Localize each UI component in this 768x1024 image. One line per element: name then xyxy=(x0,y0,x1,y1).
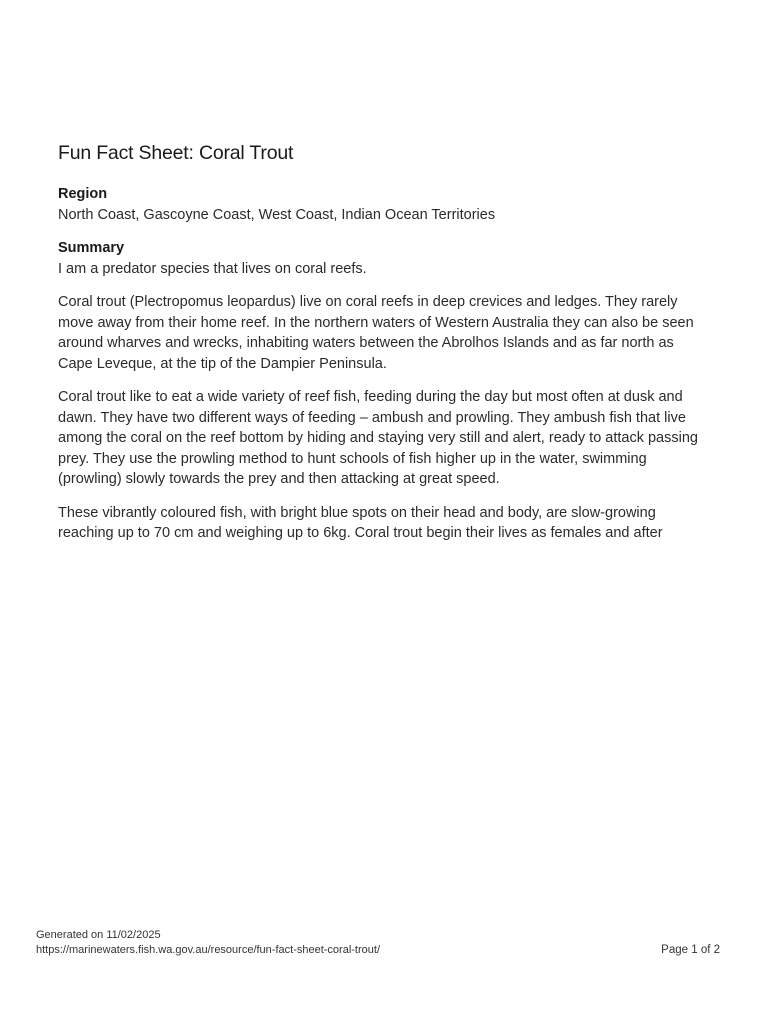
source-url: https://marinewaters.fish.wa.gov.au/resource/fun-fact-sheet-coral-trout/ xyxy=(36,944,380,956)
summary-section xyxy=(58,238,710,279)
region-value: North Coast, Gascoyne Coast, West Coast, Indian Ocean Territories xyxy=(58,206,496,223)
page-title: Fun Fact Sheet: Coral Trout xyxy=(58,142,294,164)
summary-value: I am a predator species that lives on coral reefs. xyxy=(58,260,367,277)
generated-date: Generated on 11/02/2025 xyxy=(36,929,161,941)
page-number: Page 1 of 2 xyxy=(661,944,720,956)
page-footer-info xyxy=(36,928,380,958)
paragraph-feeding: Coral trout like to eat a wide variety of reef fish, feeding during the day but most often at dusk and dawn. They have two different ways of feeding – ambush and prowling. They ambush fish that live among the coral on the reef bottom by hiding and staying very still and alert, ready to attack passing prey. They use the prowling method to hunt schools of fish higher up in the water, swimming (prowling) slowly towards the prey and then attacking at great speed. xyxy=(58,389,698,487)
region-section xyxy=(58,184,710,225)
document-body xyxy=(58,184,710,557)
summary-label: Summary xyxy=(58,240,125,256)
paragraph-habitat: Coral trout (Plectropomus leopardus) live on coral reefs in deep crevices and ledges. They rarely move away from their home reef. In the northern waters of Western Australia they can also be seen around wharves and wrecks, inhabiting waters between the Abrolhos Islands and as far north as Cape Leveque, at the tip of the Dampier Peninsula. xyxy=(58,294,694,372)
region-label: Region xyxy=(58,186,108,202)
paragraph-appearance: These vibrantly coloured fish, with bright blue spots on their head and body, are slow-growing reaching up to 70 cm and weighing up to 6kg. Coral trout begin their lives as females and after xyxy=(58,504,663,541)
